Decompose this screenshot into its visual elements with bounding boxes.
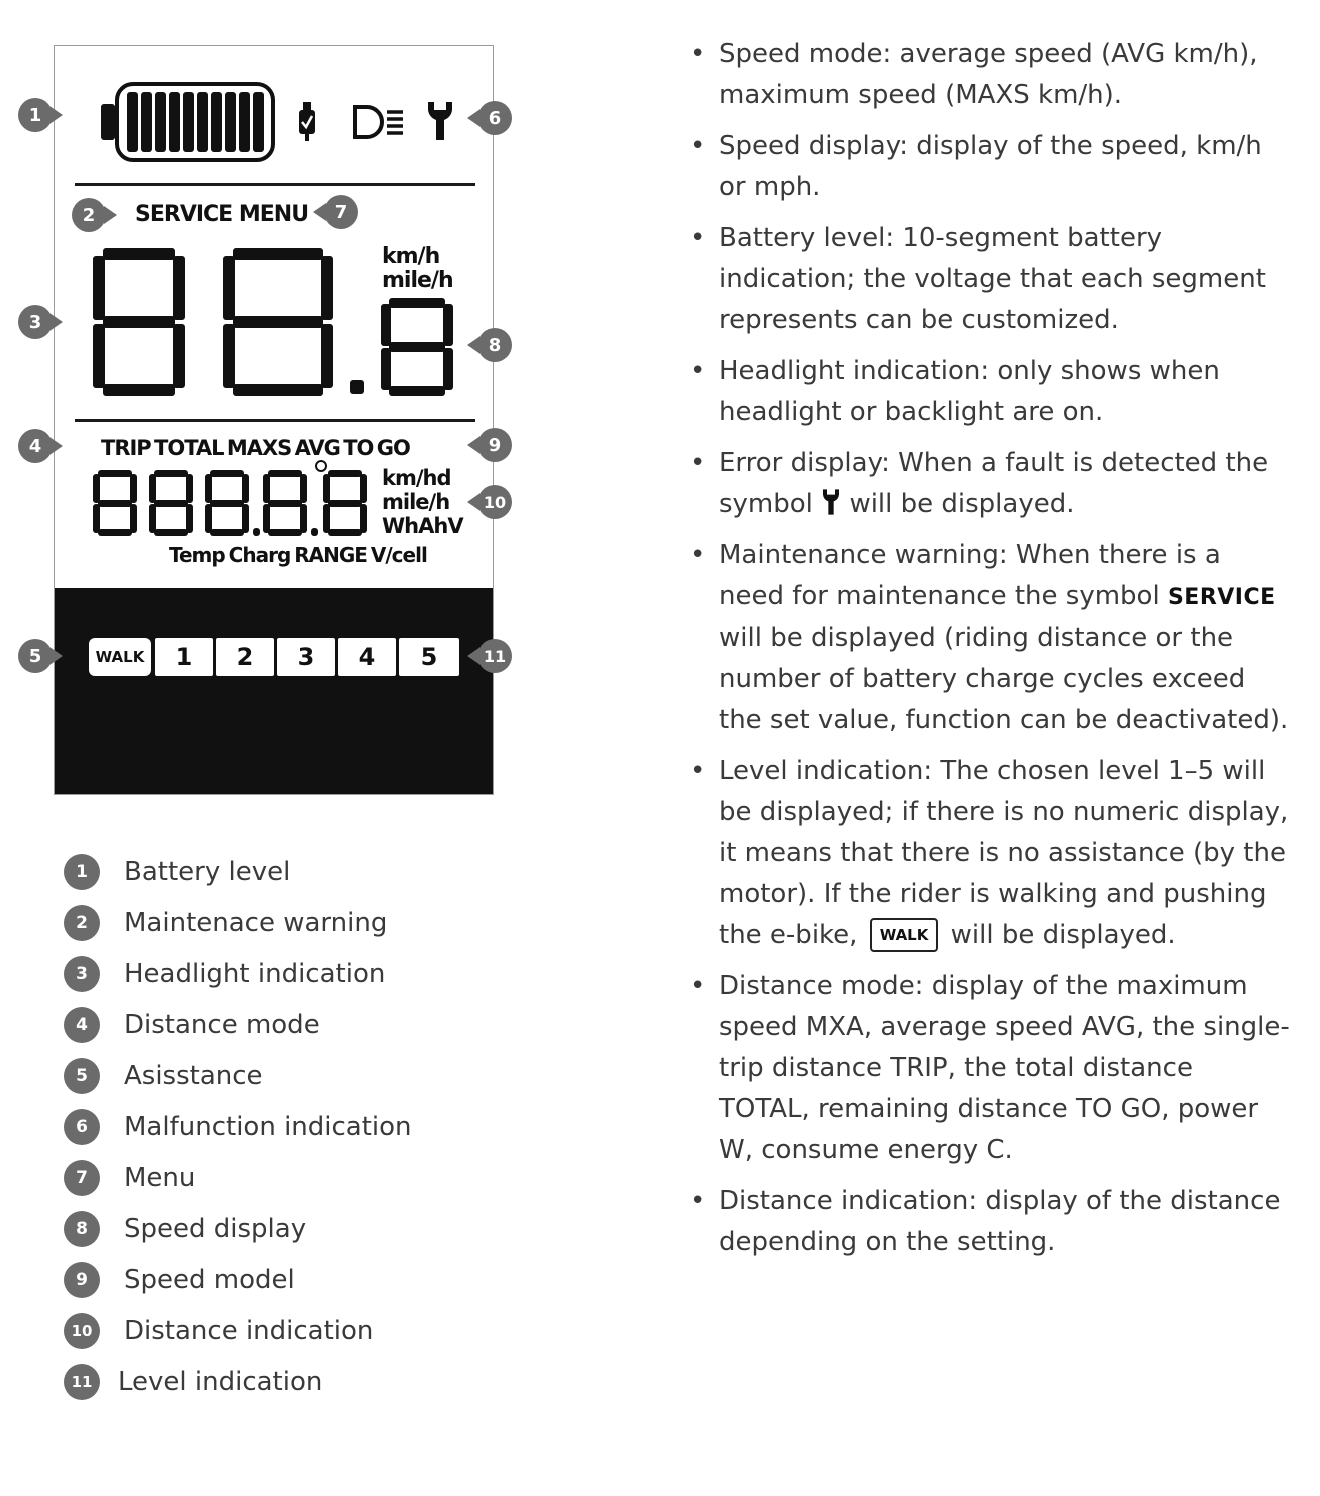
callout-1: 1 — [18, 98, 52, 132]
divider-middle — [75, 419, 475, 422]
bullet-speed-mode: • Speed mode: average speed (AVG km/h), maximum speed (MAXS km/h). — [690, 34, 1290, 116]
bullet-distance-indication: • Distance indication: display of the distance depending on the setting. — [690, 1181, 1290, 1263]
legend-item: 7 Menu — [64, 1158, 195, 1198]
callout-4: 4 — [18, 429, 52, 463]
bullet-maintenance: • Maintenance warning: When there is a need for maintenance the symbol SERVICE will be displayed (riding distance or the number of battery charge cycles exceed the set value, function can be deactivated). — [690, 535, 1290, 741]
speed-unit-mph: mile/h — [382, 268, 453, 293]
lcd-display — [54, 45, 494, 795]
legend-item: 3 Headlight indication — [64, 954, 385, 994]
callout-5: 5 — [18, 639, 52, 673]
odometer-digits — [93, 470, 373, 538]
legend-item: 10 Distance indication — [64, 1311, 373, 1351]
legend-item: 6 Malfunction indication — [64, 1107, 412, 1147]
legend-item: 4 Distance mode — [64, 1005, 320, 1045]
speed-digit-2 — [223, 248, 333, 396]
speed-unit-kmh: km/h — [382, 244, 440, 269]
callout-2: 2 — [72, 198, 106, 232]
bullet-speed-display: • Speed display: display of the speed, km/h or mph. — [690, 126, 1290, 208]
legend-item: 2 Maintenace warning — [64, 903, 387, 943]
service-menu-label: SERVICE MENU — [135, 202, 309, 227]
assist-walk: WALK — [89, 638, 151, 676]
distance-unit-mph: mile/h — [382, 490, 450, 514]
speed-digit-1 — [93, 248, 185, 396]
callout-3: 3 — [18, 305, 52, 339]
bullet-error-display: • Error display: When a fault is detected the symbol will be displayed. — [690, 443, 1290, 525]
assist-level-3: 3 — [277, 638, 335, 676]
distance-mode-labels: TRIP TOTAL MAXS AVG TO GO — [101, 436, 410, 460]
distance-unit-whahv: WhAhV — [382, 514, 463, 538]
callout-10: 10 — [478, 485, 512, 519]
decimal-point — [350, 380, 364, 394]
bullet-distance-mode: • Distance mode: display of the maximum speed MXA, average speed AVG, the single-trip distance TRIP, the total distance TOTAL, remaining distance TO GO, power W, consume energy C. — [690, 966, 1290, 1171]
wrench-icon — [425, 100, 455, 142]
callout-8: 8 — [478, 328, 512, 362]
callout-6: 6 — [478, 101, 512, 135]
callout-11: 11 — [478, 639, 512, 673]
legend-item: 8 Speed display — [64, 1209, 306, 1249]
bottom-labels: Temp Charg RANGE V/cell — [169, 543, 427, 567]
wrench-icon — [821, 488, 841, 516]
battery-icon — [101, 82, 277, 162]
speed-digit-3 — [381, 298, 453, 396]
callout-9: 9 — [478, 428, 512, 462]
assist-level-1: 1 — [155, 638, 213, 676]
walk-symbol: WALK — [870, 918, 939, 952]
callout-7: 7 — [324, 195, 358, 229]
legend-item: 1 Battery level — [64, 852, 290, 892]
bullet-level-indication: • Level indication: The chosen level 1–5 will be displayed; if there is no numeric display, it means that there is no assistance (by the motor). If the rider is walking and pushing the e-bike, WALK will be displayed. — [690, 751, 1290, 956]
divider-top — [75, 183, 475, 186]
bullet-battery-level: • Battery level: 10-segment battery indication; the voltage that each segment represents can be customized. — [690, 218, 1290, 341]
description-list — [690, 34, 1290, 1273]
legend-item: 9 Speed model — [64, 1260, 295, 1300]
assist-level-5: 5 — [399, 638, 459, 676]
service-symbol: SERVICE — [1167, 585, 1276, 610]
assist-level-2: 2 — [216, 638, 274, 676]
legend-item: 11 Level indication — [64, 1362, 322, 1402]
distance-unit-kmhd: km/hd — [382, 466, 451, 490]
headlight-icon — [351, 104, 407, 140]
bullet-headlight: • Headlight indication: only shows when headlight or backlight are on. — [690, 351, 1290, 433]
usb-icon — [295, 102, 319, 142]
assist-panel — [55, 588, 493, 795]
assist-level-4: 4 — [338, 638, 396, 676]
legend-item: 5 Asisstance — [64, 1056, 263, 1096]
